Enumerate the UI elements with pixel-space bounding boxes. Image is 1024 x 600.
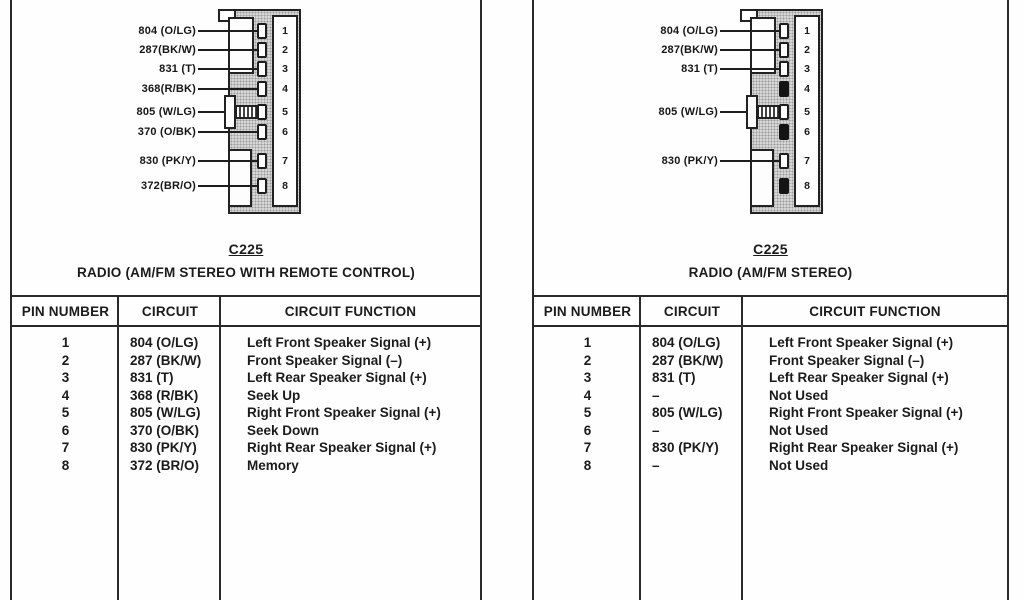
wire-label: 805 (W/LG): [136, 106, 196, 118]
connector-keyway-upper: [750, 17, 776, 74]
leader-line: [720, 160, 779, 162]
cell-pin-number: 2: [61, 352, 70, 368]
connector-panel: [532, 0, 1009, 600]
cell-circuit: –: [652, 422, 660, 438]
pinout-table: [534, 295, 1007, 600]
header-circuit: CIRCUIT: [663, 303, 721, 319]
cell-circuit: 805 (W/LG): [652, 405, 723, 421]
column-divider: [117, 297, 119, 600]
cell-circuit-function: Right Front Speaker Signal (+): [247, 405, 441, 421]
pin-slot: [257, 61, 267, 77]
cell-pin-number: 7: [61, 440, 70, 456]
connector-title: RADIO (AM/FM STEREO WITH REMOTE CONTROL): [77, 265, 415, 280]
cell-pin-number: 6: [583, 422, 592, 438]
pin-number: 2: [804, 44, 810, 56]
table-row: [12, 457, 480, 475]
leader-line: [198, 160, 257, 162]
cell-circuit-function: Not Used: [769, 387, 829, 403]
wire-label: 830 (PK/Y): [139, 155, 196, 167]
cell-pin-number: 1: [583, 335, 592, 351]
cell-circuit-function: Seek Up: [247, 387, 301, 403]
pin-number: 7: [282, 155, 288, 167]
table-row: [12, 334, 480, 352]
connector-keyway-upper: [228, 17, 254, 74]
wire-label: 830 (PK/Y): [661, 155, 718, 167]
cell-pin-number: 3: [583, 370, 592, 386]
cell-pin-number: 1: [61, 335, 70, 351]
leader-line: [720, 49, 779, 51]
cell-circuit: 287 (BK/W): [652, 352, 724, 368]
cell-circuit: 831 (T): [130, 370, 174, 386]
table-body: [534, 327, 1007, 474]
cell-circuit-function: Front Speaker Signal (–): [769, 352, 925, 368]
pin-slot: [779, 178, 789, 194]
cell-circuit-function: Right Rear Speaker Signal (+): [769, 440, 959, 456]
pin-slot: [257, 42, 267, 58]
cell-circuit: 287 (BK/W): [130, 352, 202, 368]
pin-slot: [779, 124, 789, 140]
table-row: [12, 422, 480, 440]
cell-circuit: –: [652, 457, 660, 473]
header-pin-number: PIN NUMBER: [21, 303, 110, 319]
table-header-row: [534, 297, 1007, 327]
pin-number: 4: [282, 83, 288, 95]
wire-label: 368(R/BK): [141, 83, 196, 95]
table-row: [534, 404, 1007, 422]
wire-label: 287(BK/W): [139, 44, 196, 56]
wire-label: 804 (O/LG): [660, 25, 718, 37]
connector-id: C225: [753, 241, 788, 257]
cell-circuit: 372 (BR/O): [130, 457, 200, 473]
cell-circuit-function: Left Rear Speaker Signal (+): [247, 370, 427, 386]
pin-slot: [779, 153, 789, 169]
pinout-table: [12, 295, 480, 600]
column-divider: [741, 297, 743, 600]
wire-label: 372(BR/O): [141, 180, 196, 192]
header-pin-number: PIN NUMBER: [543, 303, 632, 319]
column-divider: [639, 297, 641, 600]
leader-line: [198, 185, 257, 187]
pin-slot: [257, 104, 267, 120]
pin-number: 5: [804, 106, 810, 118]
leader-line: [720, 68, 779, 70]
cell-pin-number: 8: [61, 457, 70, 473]
cell-pin-number: 5: [583, 405, 592, 421]
cell-circuit-function: Left Front Speaker Signal (+): [247, 335, 432, 351]
wire-label: 804 (O/LG): [138, 25, 196, 37]
leader-line: [198, 30, 257, 32]
wire-label: 287(BK/W): [661, 44, 718, 56]
cell-pin-number: 8: [583, 457, 592, 473]
table-row: [534, 439, 1007, 457]
pin-number: 3: [282, 63, 288, 75]
wire-label: 831 (T): [681, 63, 718, 75]
table-row: [12, 439, 480, 457]
pin-slot: [257, 178, 267, 194]
pin-number: 7: [804, 155, 810, 167]
connector-latch-screw: [235, 105, 258, 119]
cell-pin-number: 3: [61, 370, 70, 386]
table-row: [12, 352, 480, 370]
pin-slot: [779, 23, 789, 39]
cell-circuit-function: Memory: [247, 457, 299, 473]
pin-slot: [779, 104, 789, 120]
pin-number: 8: [804, 180, 810, 192]
table-row: [534, 457, 1007, 475]
table-row: [12, 387, 480, 405]
cell-circuit: 370 (O/BK): [130, 422, 200, 438]
table-row: [534, 387, 1007, 405]
cell-circuit-function: Not Used: [769, 422, 829, 438]
column-divider: [219, 297, 221, 600]
header-circuit-function: CIRCUIT FUNCTION: [284, 303, 417, 319]
cell-circuit: 805 (W/LG): [130, 405, 201, 421]
cell-pin-number: 6: [61, 422, 70, 438]
leader-line: [198, 131, 257, 133]
pin-number: 8: [282, 180, 288, 192]
connector-latch-screw: [757, 105, 780, 119]
pin-slot: [257, 23, 267, 39]
wire-label: 370 (O/BK): [137, 126, 196, 138]
pin-number: 6: [804, 126, 810, 138]
cell-circuit: 368 (R/BK): [130, 387, 199, 403]
table-row: [12, 369, 480, 387]
cell-circuit-function: Right Front Speaker Signal (+): [769, 405, 963, 421]
connector-title: RADIO (AM/FM STEREO): [688, 265, 853, 280]
pin-number: 4: [804, 83, 810, 95]
cell-circuit-function: Right Rear Speaker Signal (+): [247, 440, 437, 456]
leader-line: [720, 30, 779, 32]
pin-number: 1: [804, 25, 810, 37]
cell-pin-number: 4: [61, 387, 70, 403]
wire-label: 805 (W/LG): [658, 106, 718, 118]
cell-circuit-function: Left Front Speaker Signal (+): [769, 335, 954, 351]
table-row: [534, 369, 1007, 387]
pin-slot: [779, 42, 789, 58]
leader-line: [198, 49, 257, 51]
table-row: [12, 404, 480, 422]
table-body: [12, 327, 480, 474]
header-circuit: CIRCUIT: [141, 303, 199, 319]
leader-line: [198, 68, 257, 70]
leader-line: [198, 111, 224, 113]
connector-keyway-lower: [228, 149, 252, 207]
table-header-row: [12, 297, 480, 327]
pin-number: 6: [282, 126, 288, 138]
pin-slot: [779, 81, 789, 97]
cell-circuit: 830 (PK/Y): [130, 440, 197, 456]
wire-label: 831 (T): [159, 63, 196, 75]
pin-slot: [257, 153, 267, 169]
cell-pin-number: 4: [583, 387, 592, 403]
table-row: [534, 334, 1007, 352]
leader-line: [198, 88, 257, 90]
pin-slot: [779, 61, 789, 77]
cell-pin-number: 5: [61, 405, 70, 421]
pin-number: 2: [282, 44, 288, 56]
cell-circuit: –: [652, 387, 660, 403]
connector-id: C225: [228, 241, 264, 257]
cell-circuit-function: Not Used: [769, 457, 829, 473]
pin-number: 5: [282, 106, 288, 118]
table-row: [534, 422, 1007, 440]
leader-line: [720, 111, 746, 113]
pin-number: 1: [282, 25, 288, 37]
cell-pin-number: 2: [583, 352, 592, 368]
connector-keyway-lower: [750, 149, 774, 207]
pin-slot: [257, 81, 267, 97]
pin-slot: [257, 124, 267, 140]
cell-circuit: 831 (T): [652, 370, 696, 386]
cell-circuit-function: Front Speaker Signal (–): [247, 352, 403, 368]
pin-number: 3: [804, 63, 810, 75]
cell-circuit: 804 (O/LG): [130, 335, 199, 351]
cell-pin-number: 7: [583, 440, 592, 456]
cell-circuit: 830 (PK/Y): [652, 440, 719, 456]
header-circuit-function: CIRCUIT FUNCTION: [809, 303, 941, 319]
table-row: [534, 352, 1007, 370]
cell-circuit: 804 (O/LG): [652, 335, 721, 351]
cell-circuit-function: Left Rear Speaker Signal (+): [769, 370, 949, 386]
cell-circuit-function: Seek Down: [247, 422, 320, 438]
connector-panel: [10, 0, 482, 600]
